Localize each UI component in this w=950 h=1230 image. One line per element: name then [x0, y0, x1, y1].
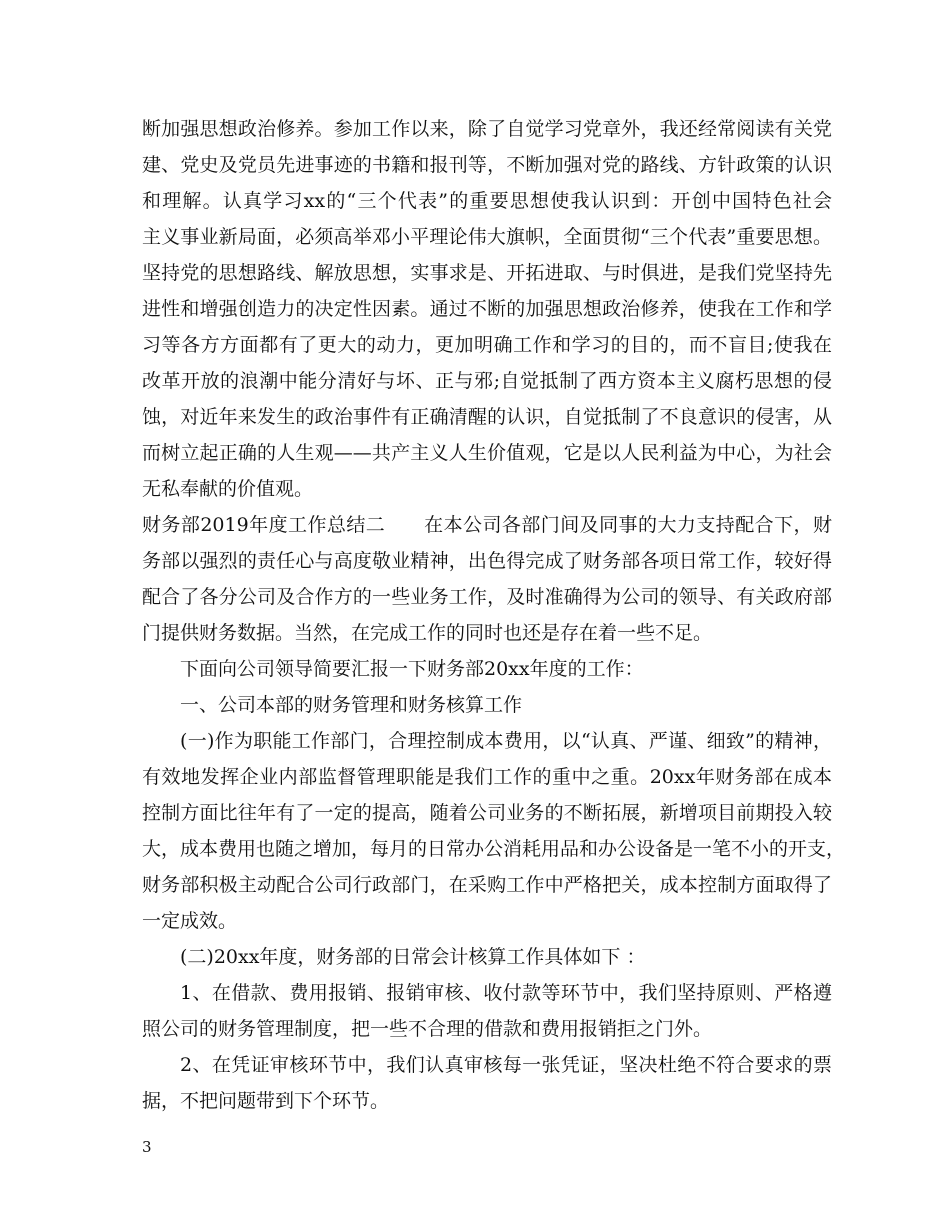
- text-line: 务部以强烈的责任心与高度敬业精神，出色得完成了财务部各项日常工作，较好得: [142, 550, 832, 572]
- text-line: 坚持党的思想路线、解放思想，实事求是、开拓进取、与时俱进，是我们党坚持先: [142, 262, 832, 284]
- text-line: 蚀，对近年来发生的政治事件有正确清醒的认识，自觉抵制了不良意识的侵害，从: [142, 406, 832, 428]
- text-line: 1、在借款、费用报销、报销审核、收付款等环节中，我们坚持原则、严格遵: [180, 982, 832, 1004]
- text-line: 照公司的财务管理制度，把一些不合理的借款和费用报销拒之门外。: [142, 1018, 713, 1040]
- text-line: 而树立起正确的人生观——共产主义人生价值观，它是以人民利益为中心，为社会: [142, 442, 832, 464]
- text-line: 和理解。认真学习xx的“三个代表”的重要思想使我认识到：开创中国特色社会: [142, 190, 832, 212]
- text-line: 门提供财务数据。当然，在完成工作的同时也还是存在着一些不足。: [142, 622, 713, 644]
- page-number: 3: [142, 1138, 152, 1156]
- text-line: 下面向公司领导简要汇报一下财务部20xx年度的工作：: [180, 658, 644, 680]
- text-line: 建、党史及党员先进事迹的书籍和报刊等，不断加强对党的路线、方针政策的认识: [142, 154, 832, 176]
- text-line: 2、在凭证审核环节中，我们认真审核每一张凭证，坚决杜绝不符合要求的票: [180, 1054, 832, 1076]
- text-line: 据，不把问题带到下个环节。: [142, 1090, 390, 1112]
- text-line: 主义事业新局面，必须高举邓小平理论伟大旗帜，全面贯彻“三个代表”重要思想。: [142, 226, 832, 248]
- text-line: 有效地发挥企业内部监督管理职能是我们工作的重中之重。20xx年财务部在成本: [142, 766, 832, 788]
- subheading-line: 一、公司本部的财务管理和财务核算工作: [180, 694, 523, 716]
- text-line: 一定成效。: [142, 910, 238, 932]
- text-line: 大，成本费用也随之增加，每月的日常办公消耗用品和办公设备是一笔不小的开支，: [142, 838, 846, 860]
- text-line: 断加强思想政治修养。参加工作以来，除了自觉学习党章外，我还经常阅读有关党: [142, 118, 832, 140]
- text-line: 改革开放的浪潮中能分清好与坏、正与邪;自觉抵制了西方资本主义腐朽思想的侵: [142, 370, 832, 392]
- text-line: (一)作为职能工作部门，合理控制成本费用，以“认真、严谨、细致”的精神，: [180, 730, 832, 752]
- text-line: 配合了各分公司及合作方的一些业务工作，及时准确得为公司的领导、有关政府部: [142, 586, 832, 608]
- text-line: (二)20xx年度，财务部的日常会计核算工作具体如下 ：: [180, 946, 646, 968]
- text-line: 习等各方方面都有了更大的动力，更加明确工作和学习的目的，而不盲目;使我在: [142, 334, 832, 356]
- text-line: 无私奉献的价值观。: [142, 478, 314, 500]
- section-heading-line: 财务部2019年度工作总结二 在本公司各部门间及同事的大力支持配合下，财: [142, 514, 832, 536]
- text-line: 控制方面比往年有了一定的提高，随着公司业务的不断拓展，新增项目前期投入较: [142, 802, 832, 824]
- text-line: 财务部积极主动配合公司行政部门，在采购工作中严格把关，成本控制方面取得了: [142, 874, 832, 896]
- text-line: 进性和增强创造力的决定性因素。通过不断的加强思想政治修养，使我在工作和学: [142, 298, 832, 320]
